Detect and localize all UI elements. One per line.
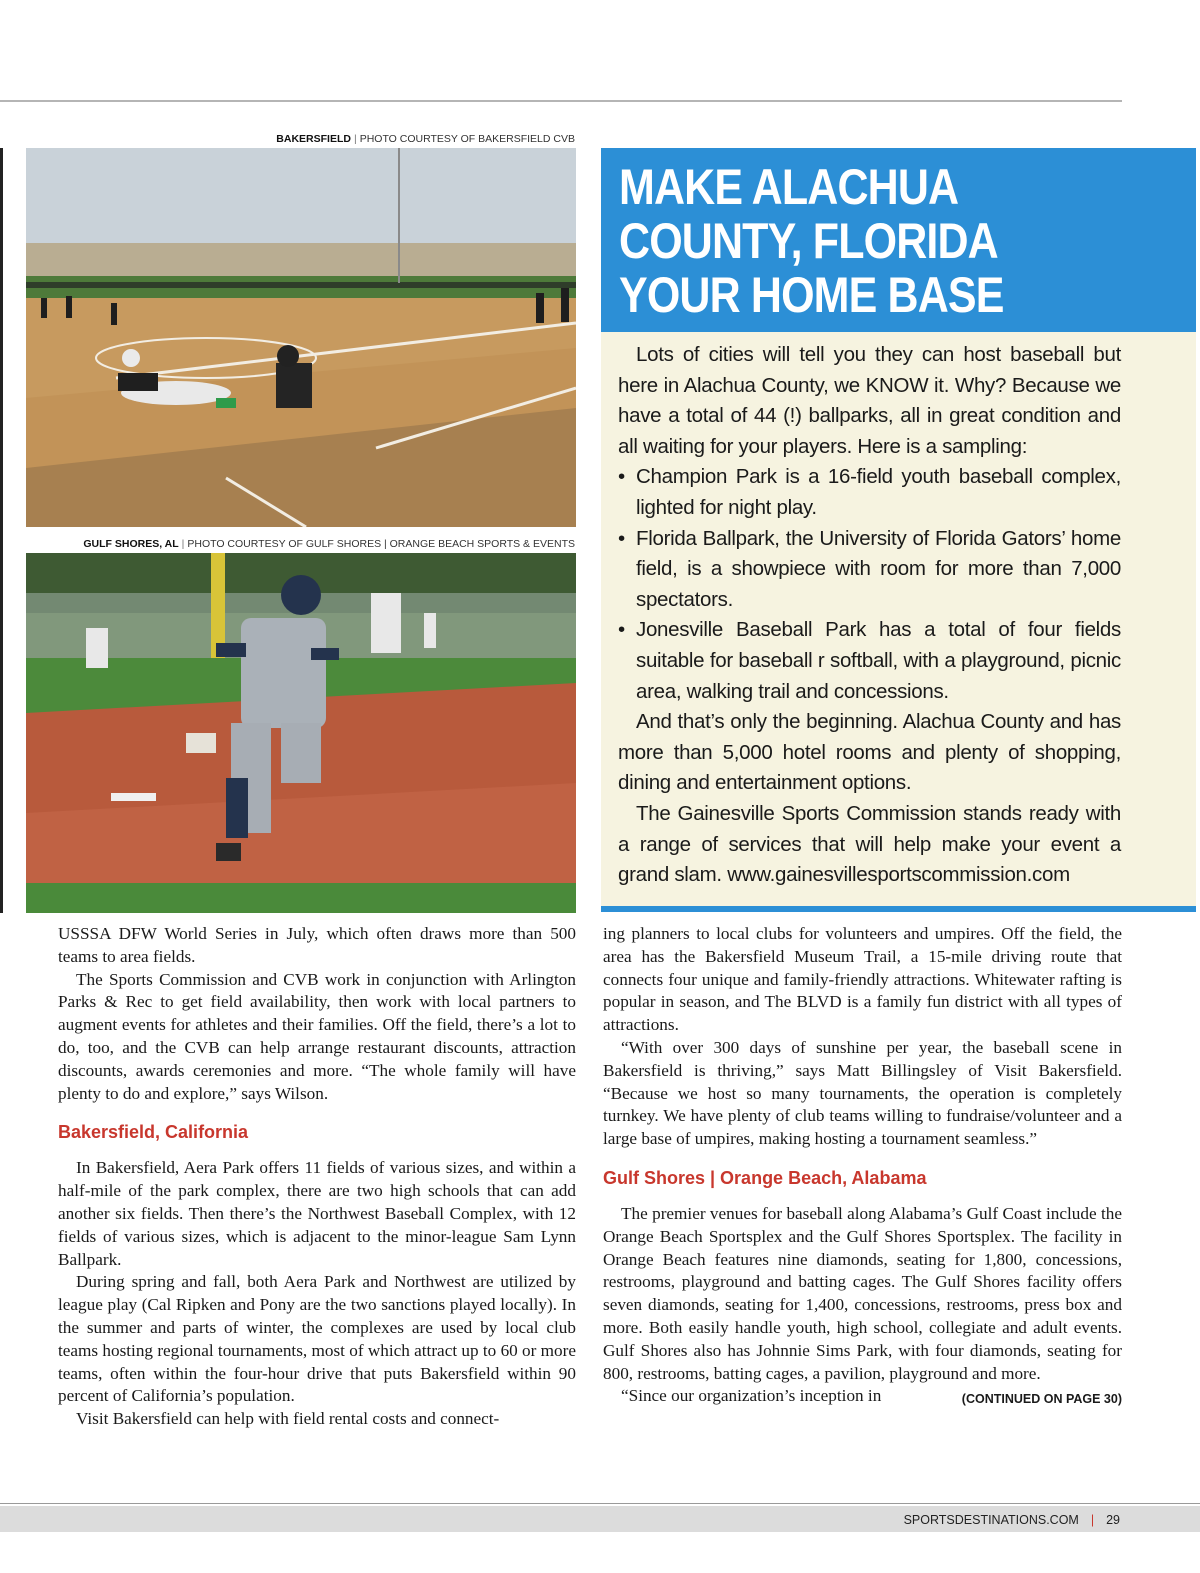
article-paragraph: During spring and fall, both Aera Park and Northwest are utilized by league play (Cal Ripken and Pony are the two sanctions played locally). In the summer and parts of winter, the complexes are used by local club teams hosting regional tournaments, most of which attract up to 60 or more teams, often within the four-hour drive that puts Bakersfield within 90 percent of California’s population. — [58, 1272, 576, 1406]
sidebar-paragraph: The Gainesville Sports Commission stands ready with a range of services that will help make your event a grand slam. www.gainesvillesportscommission.com — [618, 801, 1121, 887]
footer-divider: | — [1090, 1513, 1095, 1527]
section-heading-gulf-shores: Gulf Shores | Orange Beach, Alabama — [603, 1167, 927, 1188]
caption-location: BAKERSFIELD — [276, 133, 351, 145]
photo-caption-bakersfield: BAKERSFIELD | PHOTO COURTESY OF BAKERSFIELD CVB — [276, 133, 575, 145]
article-paragraph: USSSA DFW World Series in July, which often draws more than 500 teams to area fields. — [58, 924, 576, 966]
sidebar-list-item: • Florida Ballpark, the University of Florida Gators’ home field, is a showpiece with room for more than 7,000 spectators. — [618, 524, 1121, 616]
article-paragraph: The premier venues for baseball along Alabama’s Gulf Coast include the Orange Beach Sportsplex and the Gulf Shores Sportsplex. The facility in Orange Beach features nine diamonds, seating for 1,800, concessions, restrooms, playground and batting cages. The Gulf Shores facility offers seven diamonds, seating for 1,400, concessions, restrooms, press box and more. Both easily handle youth, high school, collegiate and adult events. Gulf Shores also has Johnnie Sims Park, with four diamonds, seating for 800, restrooms, batting cages, a pavilion, playground and more. — [603, 1203, 1122, 1383]
caption-credit: PHOTO COURTESY OF GULF SHORES | ORANGE BEACH SPORTS & EVENTS — [187, 538, 575, 550]
caption-credit: PHOTO COURTESY OF BAKERSFIELD CVB — [359, 133, 575, 145]
article-paragraph: Visit Bakersfield can help with field rental costs and connect- — [76, 1409, 500, 1429]
sidebar-text — [618, 340, 1121, 891]
page-edge-bleed — [0, 148, 3, 913]
caption-location: GULF SHORES, AL — [83, 538, 179, 550]
sidebar-bottom-rule — [601, 906, 1196, 912]
footer-site[interactable]: SPORTSDESTINATIONS.COM — [903, 1513, 1079, 1527]
sidebar-body — [601, 332, 1196, 906]
article-paragraph-last — [603, 1385, 1122, 1408]
sidebar-list-item: • Champion Park is a 16-field youth baseball complex, lighted for night play. — [618, 462, 1121, 523]
footer — [904, 1513, 1120, 1527]
article-paragraph: The Sports Commission and CVB work in conjunction with Arlington Parks & Rec to get field availability, then work with local partners to augment events for athletes and their families. Off the field, there’s a lot to do, too, and the CVB can help arrange restaurant discounts, attraction discounts, awards ceremonies and more. “The whole family will have plenty to do and explore,” says Wilson. — [58, 969, 576, 1103]
sidebar-header — [601, 148, 1196, 332]
sidebar-list — [618, 462, 1121, 707]
sidebar-list-item: • Jonesville Baseball Park has a total of four fields suitable for baseball r softball, with a playground, picnic area, walking trail and concessions. — [618, 615, 1121, 707]
continued-link[interactable]: (CONTINUED ON PAGE 30) — [961, 1392, 1122, 1407]
article-paragraph: “With over 300 days of sunshine per year, the baseball scene in Bakersfield is thriving,” says Matt Billingsley of Visit Bakersfield. “Because we host so many tournaments, the operation is completely turnkey. We have plenty of club teams willing to fundraise/volunteer and a large base of umpires, making hosting a tournament seamless.” — [603, 1037, 1122, 1149]
photo-gulf-shores-baseball — [26, 553, 576, 913]
article-paragraph: ing planners to local clubs for volunteers and umpires. Off the field, the area has the Bakersfield Museum Trail, a 15-mile driving route that connects four unique and family-friendly attractions. Whitewater rafting is popular in season, and The BLVD is a family fun district with all types of attractions. — [603, 924, 1122, 1035]
section-heading-bakersfield: Bakersfield, California — [58, 1122, 249, 1143]
sidebar-paragraph: And that’s only the beginning. Alachua County and has more than 5,000 hotel rooms and plenty of shopping, dining and entertainment options. — [618, 710, 1121, 795]
article-text: “Since our organization’s inception in — [621, 1386, 882, 1406]
footer-rule — [0, 1503, 1200, 1504]
article-column-left — [58, 923, 576, 1431]
top-rule — [0, 100, 1122, 102]
page-number: 29 — [1106, 1513, 1120, 1527]
article-paragraph: In Bakersfield, Aera Park offers 11 fields of various sizes, and within a half-mile of the park complex, there are two high schools that can add another six fields. Then there’s the Northwest Baseball Complex, with 12 fields of various sizes, which is adjacent to the minor-league Sam Lynn Ballpark. — [58, 1158, 576, 1269]
article-column-right — [603, 923, 1122, 1411]
sidebar-intro: Lots of cities will tell you they can host baseball but here in Alachua County, we KNOW it. Why? Because we have a total of 44 (!) ballparks, all in great condition and all waiting for your players. Here is a sampling: — [618, 343, 1121, 458]
photo-caption-gulf-shores: GULF SHORES, AL | PHOTO COURTESY OF GULF SHORES | ORANGE BEACH SPORTS & EVENTS — [83, 538, 575, 550]
photo-bakersfield-softball — [26, 148, 576, 527]
sidebar-title: MAKE ALACHUA COUNTY, FLORIDA YOUR HOME BASE — [619, 159, 1004, 323]
